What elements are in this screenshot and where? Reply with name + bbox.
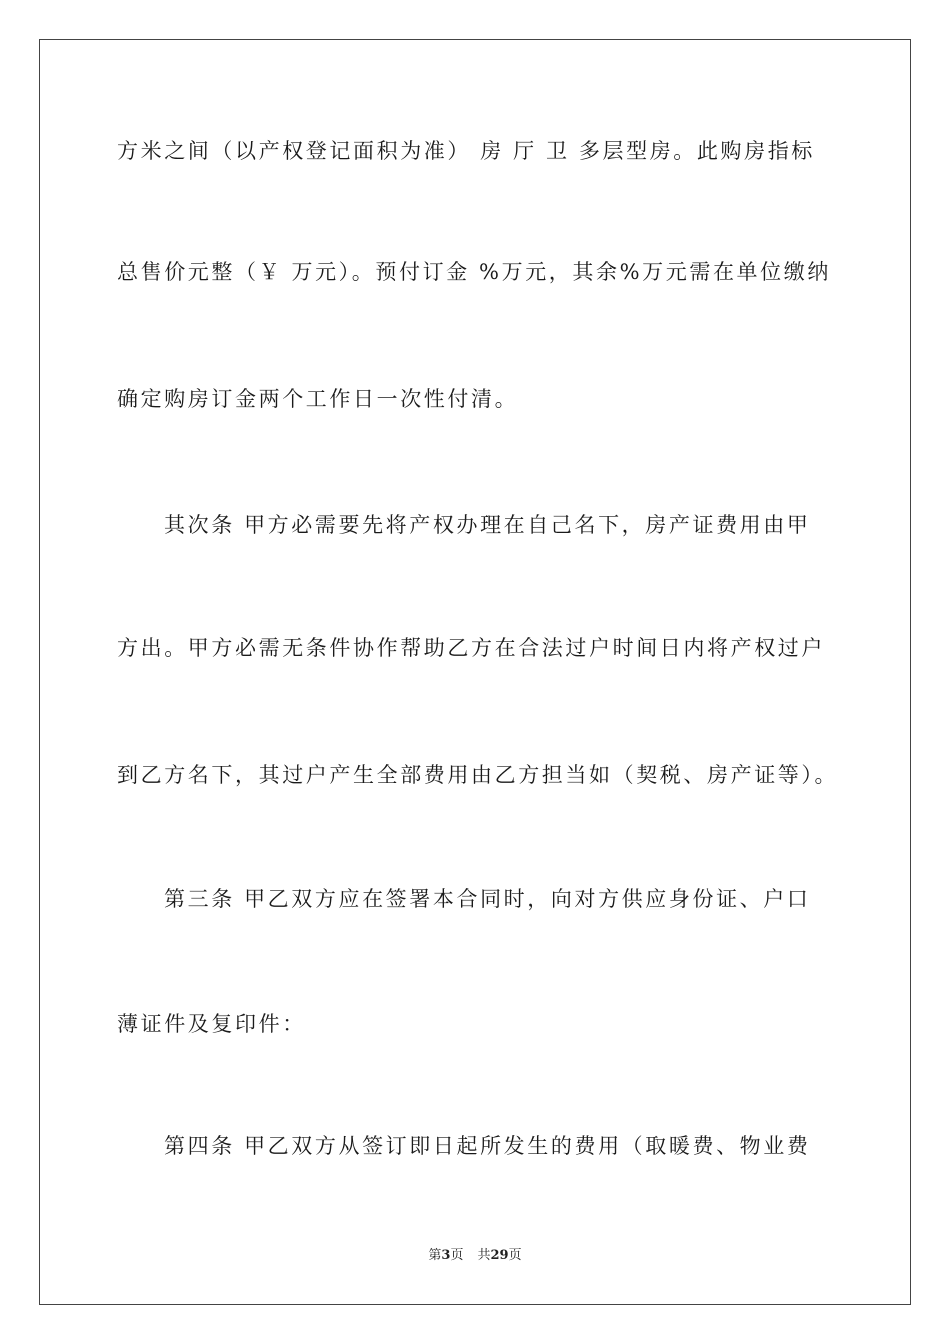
text-line-article-2: 其次条 甲方必需要先将产权办理在自己名下，房产证费用由甲 [164,513,811,537]
text-line-5: 方出。甲方必需无条件协作帮助乙方在合法过户时间日内将产权过户 [117,636,825,660]
text-line-article-4: 第四条 甲乙双方从签订即日起所发生的费用（取暖费、物业费 [164,1134,811,1158]
text-line-article-3: 第三条 甲乙双方应在签署本合同时，向对方供应身份证、户口 [164,887,811,911]
text-line-8: 薄证件及复印件： [117,1012,306,1036]
footer-total-prefix: 共 [477,1248,491,1263]
footer-total-suffix: 页 [508,1248,522,1263]
text-line-3: 确定购房订金两个工作日一次性付清。 [117,387,519,411]
footer-page-prefix: 第 [428,1248,442,1263]
text-line-6: 到乙方名下，其过户产生全部费用由乙方担当如（契税、房产证等）。 [117,763,839,787]
footer-total-pages: 29 [490,1248,509,1263]
footer-page-number: 3 [441,1248,451,1263]
footer-page-suffix: 页 [450,1248,464,1263]
page-footer [0,1247,950,1265]
page-border [39,39,911,1305]
text-line-1: 方米之间（以产权登记面积为准） 房 厅 卫 多层型房。此购房指标 [117,139,815,163]
text-line-2: 总售价元整（￥ 万元）。预付订金 %万元，其余%万元需在单位缴纳 [117,260,831,284]
